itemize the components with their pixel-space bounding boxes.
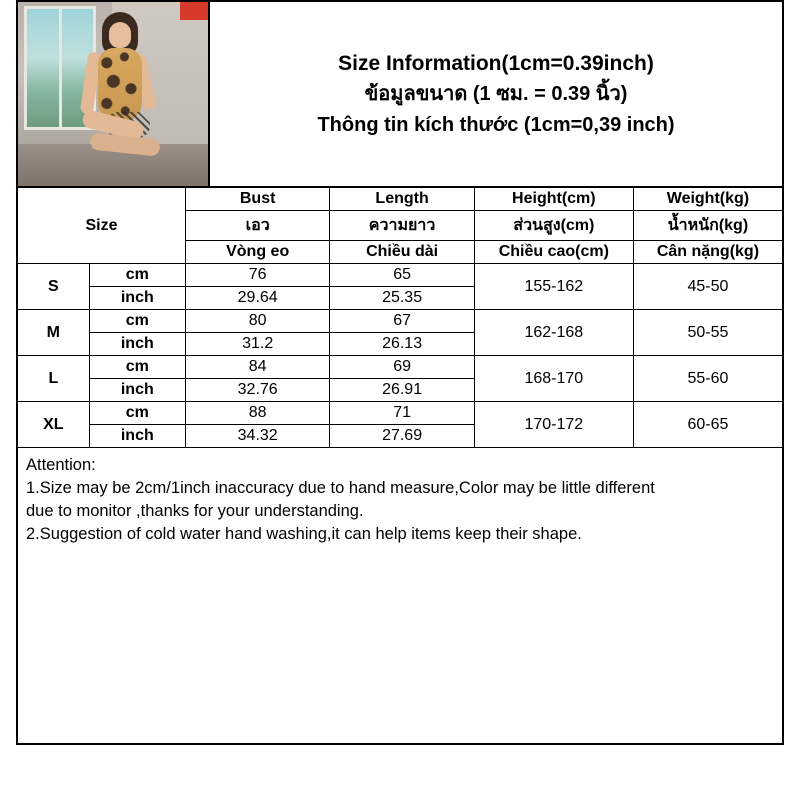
length-cm-l: 69 [330,356,474,379]
unit-inch-m: inch [89,333,185,356]
photo-model-bodysuit [98,48,142,122]
bust-inch-l: 32.76 [185,379,329,402]
header-height-th: ส่วนสูง(cm) [474,211,633,241]
row-size-s: S [18,264,89,310]
title-block [210,2,782,186]
product-photo [18,2,210,186]
bust-cm-m: 80 [185,310,329,333]
bust-cm-xl: 88 [185,402,329,425]
photo-model-leg-lower [89,132,160,156]
header-height-en: Height(cm) [474,188,633,211]
weight-s: 45-50 [633,264,782,310]
header-row [18,2,782,188]
unit-cm-xl: cm [89,402,185,425]
weight-l: 55-60 [633,356,782,402]
header-bust-en: Bust [185,188,329,211]
header-bust-vi: Vòng eo [185,241,329,264]
bust-inch-m: 31.2 [185,333,329,356]
height-s: 155-162 [474,264,633,310]
height-xl: 170-172 [474,402,633,448]
header-height-vi: Chiều cao(cm) [474,241,633,264]
length-cm-xl: 71 [330,402,474,425]
header-weight-th: น้ำหนัก(kg) [633,211,782,241]
unit-cm-s: cm [89,264,185,287]
length-cm-m: 67 [330,310,474,333]
weight-m: 50-55 [633,310,782,356]
unit-inch-l: inch [89,379,185,402]
header-length-vi: Chiều dài [330,241,474,264]
length-inch-l: 26.91 [330,379,474,402]
row-size-xl: XL [18,402,89,448]
length-inch-xl: 27.69 [330,425,474,448]
header-length-en: Length [330,188,474,211]
title-line-english: Size Information(1cm=0.39inch) [338,51,654,75]
unit-inch-s: inch [89,287,185,310]
table-row [18,402,782,425]
size-header-label: Size [18,188,185,264]
header-bust-th: เอว [185,211,329,241]
unit-cm-m: cm [89,310,185,333]
bust-inch-xl: 34.32 [185,425,329,448]
attention-note-1-line-1: 1.Size may be 2cm/1inch inaccuracy due to hand measure,Color may be little different [26,479,655,497]
unit-cm-l: cm [89,356,185,379]
unit-inch-xl: inch [89,425,185,448]
height-l: 168-170 [474,356,633,402]
weight-xl: 60-65 [633,402,782,448]
length-inch-m: 26.13 [330,333,474,356]
attention-heading: Attention: [26,456,96,474]
size-chart-sheet [16,0,784,745]
row-size-m: M [18,310,89,356]
table-row [18,310,782,333]
table-row [18,356,782,379]
row-size-l: L [18,356,89,402]
header-weight-en: Weight(kg) [633,188,782,211]
header-weight-vi: Cân nặng(kg) [633,241,782,264]
size-table [18,188,782,448]
length-inch-s: 25.35 [330,287,474,310]
attention-note-1-line-2: due to monitor ,thanks for your understanding. [26,502,364,520]
attention-block [18,448,782,743]
header-length-th: ความยาว [330,211,474,241]
photo-model-face [109,22,131,48]
bust-cm-s: 76 [185,264,329,287]
header-row-english [18,188,782,211]
photo-red-marker [180,2,208,20]
bust-inch-s: 29.64 [185,287,329,310]
length-cm-s: 65 [330,264,474,287]
photo-model [76,12,162,186]
title-line-vietnamese: Thông tin kích thước (1cm=0,39 inch) [317,113,675,136]
title-line-thai: ข้อมูลขนาด (1 ซม. = 0.39 นิ้ว) [364,82,628,105]
height-m: 162-168 [474,310,633,356]
table-row [18,264,782,287]
bust-cm-l: 84 [185,356,329,379]
attention-note-2: 2.Suggestion of cold water hand washing,it can help items keep their shape. [26,525,582,543]
